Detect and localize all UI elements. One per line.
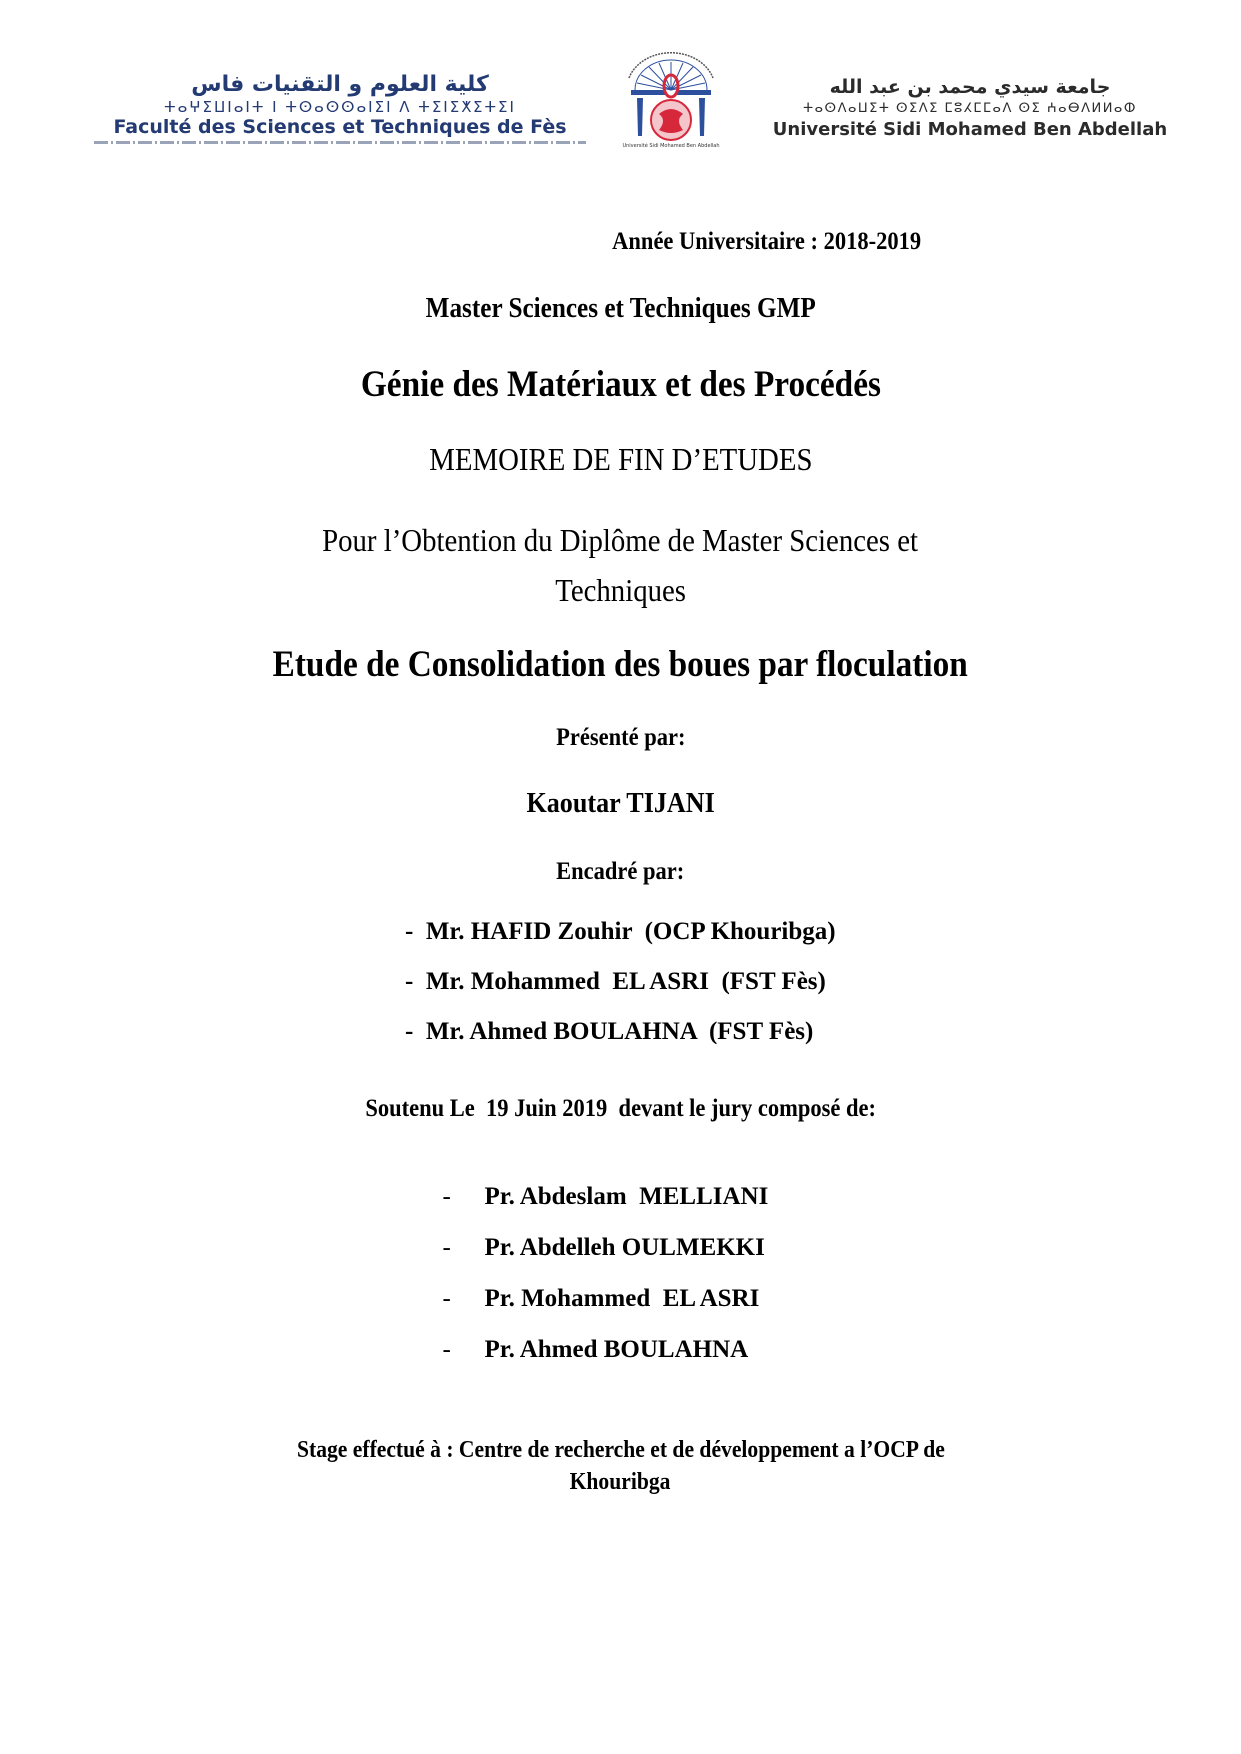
supervisor-item: - Mr. Ahmed BOULAHNA (FST Fès)	[405, 1018, 814, 1045]
list-dash: -	[442, 1285, 451, 1312]
thesis-title: Etude de Consolidation des boues par floculation	[272, 644, 969, 685]
jury-member: - Pr. Abdelleh OULMEKKI	[442, 1234, 765, 1261]
usmba-name-tifinagh: ⵜⴰⵙⴷⴰⵡⵉⵜ ⵙⵉⴷⵉ ⵎⵓⵃⵎⵎⴰⴷ ⵙⵉ ⵄⴰⴱⴷⵍⵍⴰⵀ	[803, 101, 1137, 116]
supervisor-item: - Mr. Mohammed EL ASRI (FST Fès)	[405, 968, 826, 995]
diploma-purpose	[0, 515, 1241, 615]
specialty-title: Génie des Matériaux et des Procédés	[360, 364, 881, 405]
supervisor-item: - Mr. HAFID Zouhir (OCP Khouribga)	[405, 918, 836, 945]
emblem-caption: Université Sidi Mohamed Ben Abdellah	[622, 143, 720, 149]
usmba-name-french: Université Sidi Mohamed Ben Abdellah	[772, 119, 1168, 140]
defense-date-line: Soutenu Le 19 Juin 2019 devant le jury composé de:	[365, 1095, 876, 1122]
supervised-by-label: Encadré par:	[556, 858, 685, 885]
diploma-purpose-line1: Pour l’Obtention du Diplôme de Master Sciences et	[322, 522, 919, 558]
diploma-purpose-line2: Techniques	[555, 572, 686, 608]
list-dash: -	[442, 1183, 451, 1210]
jury-member: - Pr. Ahmed BOULAHNA	[442, 1336, 749, 1363]
logo-underline-divider	[94, 141, 586, 144]
internship-line1: Stage effectué à : Centre de recherche et de développement a l’OCP de	[296, 1437, 945, 1463]
fst-name-french: Faculté des Sciences et Techniques de Fès	[113, 116, 567, 138]
jury-member: - Pr. Mohammed EL ASRI	[442, 1285, 760, 1312]
internship-location	[0, 1434, 1241, 1498]
list-dash: -	[442, 1234, 451, 1261]
list-dash: -	[442, 1336, 451, 1363]
document-type: MEMOIRE DE FIN D’ETUDES	[428, 441, 813, 477]
program-name: Master Sciences et Techniques GMP	[425, 293, 816, 324]
presented-by-label: Présenté par:	[555, 724, 686, 751]
academic-year: Année Universitaire : 2018-2019	[612, 228, 922, 255]
jury-member: - Pr. Abdeslam MELLIANI	[442, 1183, 769, 1210]
fst-name-tifinagh: ⵜⴰⵖⵉⵡⵏⴰⵏⵜ ⵏ ⵜⵙⴰⵙⵙⴰⵏⵉⵏ ⴷ ⵜⵉⵏⵉⵅⵉⵜⵉⵏ	[164, 98, 516, 116]
internship-line2: Khouribga	[570, 1469, 671, 1495]
university-emblem-icon	[615, 48, 727, 154]
fst-name-arabic: كلية العلوم و التقنيات فاس	[191, 72, 489, 97]
usmba-logo	[760, 74, 1180, 142]
fst-logo	[90, 72, 590, 144]
usmba-name-arabic: جامعة سيدي محمد بن عبد الله	[829, 76, 1111, 98]
author-name: Kaoutar TIJANI	[526, 787, 715, 819]
